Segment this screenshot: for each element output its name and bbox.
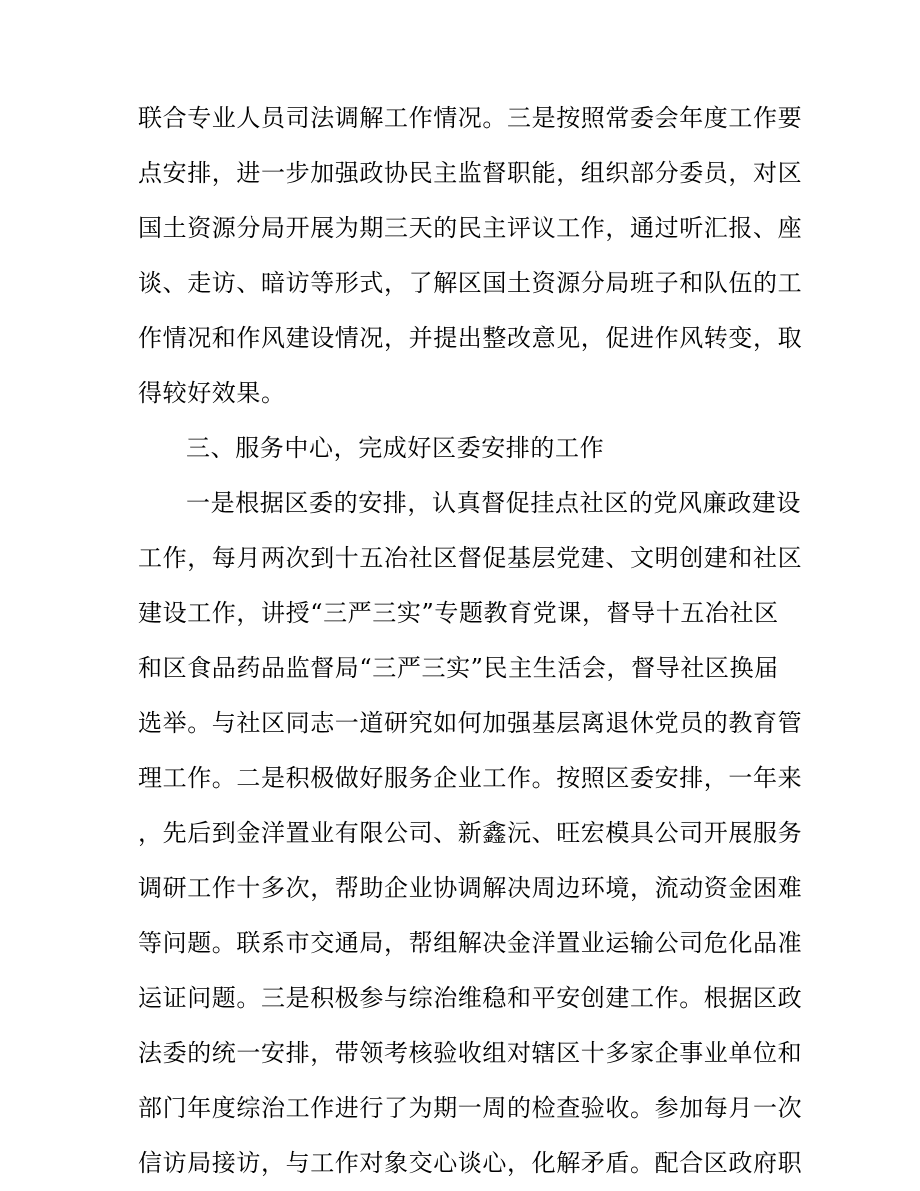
text-line: 点安排，进一步加强政协民主监督职能，组织部分委员，对区: [138, 159, 803, 187]
text-line: ，先后到金洋置业有限公司、新鑫沅、旺宏模具公司开展服务: [138, 819, 803, 847]
text-line: 联合专业人员司法调解工作情况。三是按照常委会年度工作要: [138, 104, 803, 132]
text-line: 工作，每月两次到十五冶社区督促基层党建、文明创建和社区: [138, 544, 803, 572]
text-line: 部门年度综治工作进行了为期一周的检查验收。参加每月一次: [138, 1094, 803, 1122]
text-line: 理工作。二是积极做好服务企业工作。按照区委安排，一年来: [138, 764, 803, 792]
text-line: 一是根据区委的安排，认真督促挂点社区的党风廉政建设: [186, 489, 801, 517]
text-line: 调研工作十多次，帮助企业协调解决周边环境，流动资金困难: [138, 874, 803, 902]
text-line: 和区食品药品监督局“三严三实”民主生活会，督导社区换届: [138, 654, 779, 682]
text-line: 得较好效果。: [138, 379, 286, 407]
text-line: 等问题。联系市交通局，帮组解决金洋置业运输公司危化品准: [138, 929, 803, 957]
text-line: 法委的统一安排，带领考核验收组对辖区十多家企事业单位和: [138, 1039, 803, 1067]
text-line: 选举。与社区同志一道研究如何加强基层离退休党员的教育管: [138, 709, 803, 737]
text-line: 谈、走访、暗访等形式，了解区国土资源分局班子和队伍的工: [138, 269, 803, 297]
text-line: 运证问题。三是积极参与综治维稳和平安创建工作。根据区政: [138, 984, 803, 1012]
section-heading: 三、服务中心，完成好区委安排的工作: [186, 434, 605, 462]
text-line: 作情况和作风建设情况，并提出整改意见，促进作风转变，取: [138, 324, 803, 352]
text-line: 国土资源分局开展为期三天的民主评议工作，通过听汇报、座: [138, 214, 803, 242]
text-line: 信访局接访，与工作对象交心谈心，化解矛盾。配合区政府职: [138, 1149, 803, 1177]
text-line: 建设工作，讲授“三严三实”专题教育党课，督导十五冶社区: [138, 599, 779, 627]
